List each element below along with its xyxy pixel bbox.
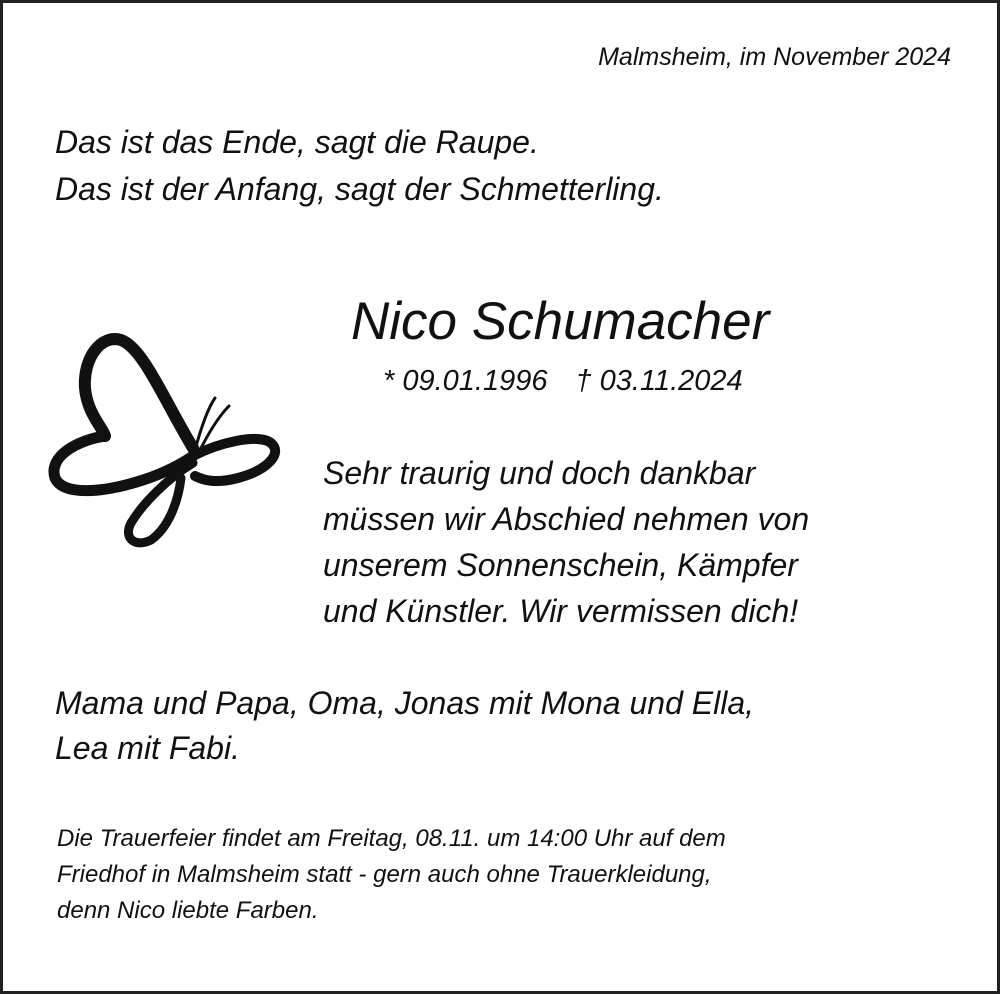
place-date: Malmsheim, im November 2024 <box>598 43 951 71</box>
message-line: und Künstler. Wir vermissen dich! <box>323 593 799 629</box>
family-signature <box>55 681 754 771</box>
quote-line: Das ist das Ende, sagt die Raupe. <box>55 124 539 160</box>
ceremony-line: denn Nico liebte Farben. <box>57 897 319 924</box>
death-date: † 03.11.2024 <box>575 365 743 397</box>
quote-line: Das ist der Anfang, sagt der Schmetterling. <box>55 171 664 207</box>
butterfly-icon <box>43 328 293 558</box>
condolence-message <box>323 450 809 634</box>
family-line: Lea mit Fabi. <box>55 730 240 766</box>
message-line: unserem Sonnenschein, Kämpfer <box>323 547 798 583</box>
birth-date: * 09.01.1996 <box>383 365 548 397</box>
family-line: Mama und Papa, Oma, Jonas mit Mona und Ella, <box>55 685 755 721</box>
ceremony-line: Die Trauerfeier findet am Freitag, 08.11. um 14:00 Uhr auf dem <box>57 825 726 852</box>
life-dates <box>383 365 743 398</box>
ceremony-info <box>57 821 726 929</box>
deceased-name: Nico Schumacher <box>351 292 770 351</box>
ceremony-line: Friedhof in Malmsheim statt - gern auch ohne Trauerkleidung, <box>57 861 712 888</box>
message-line: Sehr traurig und doch dankbar <box>323 455 756 491</box>
quote <box>55 119 664 213</box>
message-line: müssen wir Abschied nehmen von <box>323 501 810 537</box>
